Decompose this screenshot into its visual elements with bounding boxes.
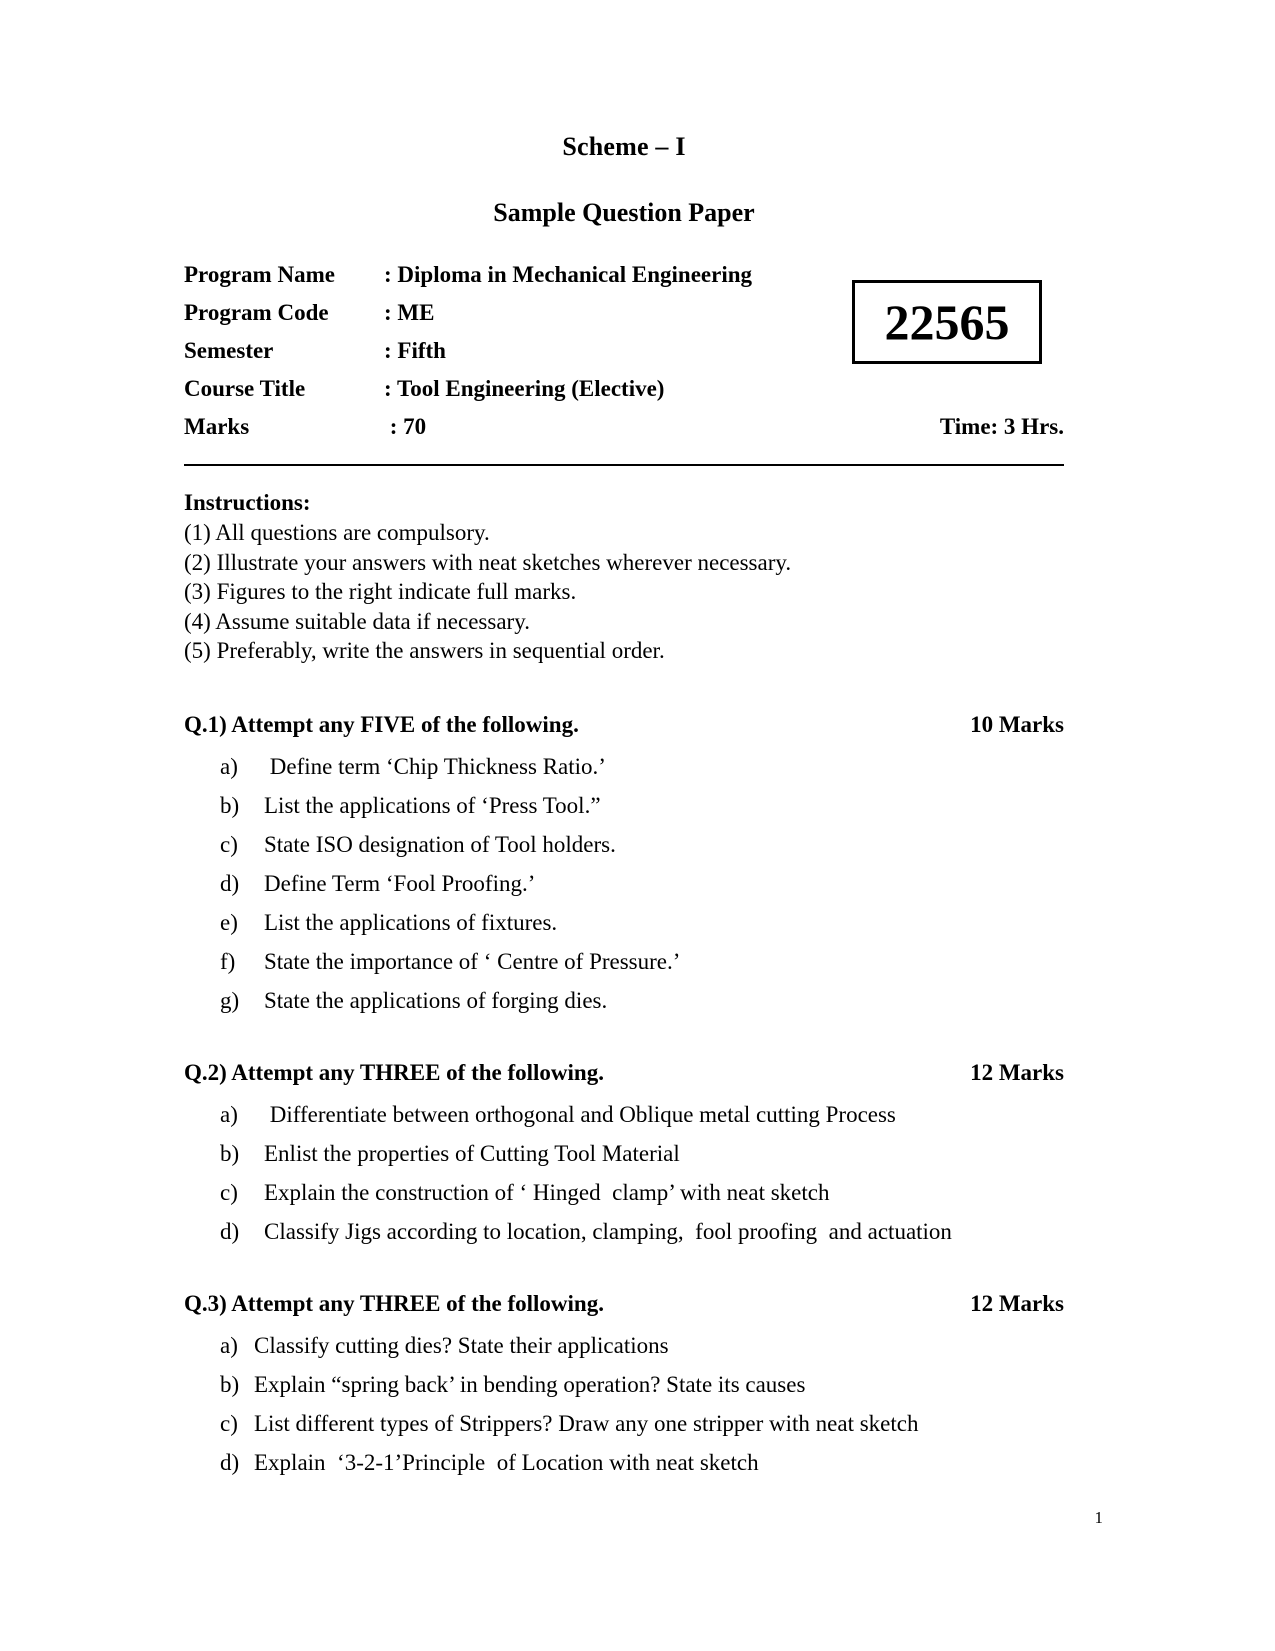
item-text: Classify cutting dies? State their applications xyxy=(254,1332,669,1358)
item-letter: c) xyxy=(220,831,238,857)
item-text: List different types of Strippers? Draw any one stripper with neat sketch xyxy=(254,1410,919,1436)
instruction-item: (3) Figures to the right indicate full marks. xyxy=(184,579,577,604)
instruction-item: (1) All questions are compulsory. xyxy=(184,520,490,545)
item-letter: a) xyxy=(220,1332,238,1358)
item-text: Define Term ‘Fool Proofing.’ xyxy=(264,870,536,896)
question-3-item-d xyxy=(184,1450,1064,1476)
item-letter: d) xyxy=(220,870,240,896)
question-2-item-c xyxy=(184,1180,1064,1206)
meta-label-semester: Semester xyxy=(184,338,274,363)
question-1-item-g xyxy=(184,988,1064,1014)
item-letter: a) xyxy=(220,1101,238,1127)
instruction-item: (4) Assume suitable data if necessary. xyxy=(184,608,530,634)
item-letter: b) xyxy=(220,1140,240,1166)
item-letter: b) xyxy=(220,1371,240,1397)
question-1-item-d xyxy=(184,871,1064,897)
meta-value-semester: : Fifth xyxy=(384,338,446,363)
item-text: Enlist the properties of Cutting Tool Material xyxy=(264,1140,680,1166)
item-letter: c) xyxy=(220,1179,238,1205)
question-1-header xyxy=(184,710,1064,740)
item-letter: b) xyxy=(220,792,240,818)
question-2-items xyxy=(184,1102,1064,1245)
item-letter: d) xyxy=(220,1449,240,1475)
course-code-value: 22565 xyxy=(884,294,1010,350)
item-text: Define term ‘Chip Thickness Ratio.’ xyxy=(264,753,606,779)
meta-value-program-name: : Diploma in Mechanical Engineering xyxy=(384,262,752,287)
item-text: Differentiate between orthogonal and Oblique metal cutting Process xyxy=(264,1101,896,1127)
meta-label-course-title: Course Title xyxy=(184,376,306,401)
question-block-3 xyxy=(184,1289,1064,1476)
question-2-item-b xyxy=(184,1141,1064,1167)
item-text: State the applications of forging dies. xyxy=(264,987,608,1013)
meta-row-course-title xyxy=(184,370,1064,408)
meta-value-program-code: : ME xyxy=(384,300,435,325)
question-block-2 xyxy=(184,1058,1064,1245)
question-1-item-f xyxy=(184,949,1064,975)
question-3-items xyxy=(184,1333,1064,1476)
meta-label-program-name: Program Name xyxy=(184,262,335,287)
question-3-marks: 12 Marks xyxy=(970,1290,1064,1316)
question-1-heading-text: Q.1) Attempt any FIVE of the following. xyxy=(184,711,579,737)
page-content xyxy=(184,0,1064,1489)
meta-label-program-code: Program Code xyxy=(184,300,329,325)
question-block-1 xyxy=(184,710,1064,1014)
question-1-item-a xyxy=(184,754,1064,780)
item-text: Explain the construction of ‘ Hinged clamp’ with neat sketch xyxy=(264,1179,830,1205)
course-code-box xyxy=(852,280,1042,364)
question-1-item-b xyxy=(184,793,1064,819)
exam-duration: Time: 3 Hrs. xyxy=(939,414,1064,439)
question-2-heading-text: Q.2) Attempt any THREE of the following. xyxy=(184,1059,604,1085)
item-text: State the importance of ‘ Centre of Pressure.’ xyxy=(264,948,681,974)
instruction-item: (2) Illustrate your answers with neat sketches wherever necessary. xyxy=(184,549,792,575)
item-text: State ISO designation of Tool holders. xyxy=(264,831,616,857)
instruction-item: (5) Preferably, write the answers in sequential order. xyxy=(184,638,665,663)
item-text: Explain ‘3-2-1’Principle of Location with neat sketch xyxy=(254,1449,759,1475)
item-text: List the applications of ‘Press Tool.” xyxy=(264,792,601,818)
header-divider xyxy=(184,464,1064,466)
question-1-marks: 10 Marks xyxy=(970,711,1064,737)
course-meta-block xyxy=(184,256,1064,446)
item-letter: d) xyxy=(220,1218,240,1244)
question-1-item-e xyxy=(184,910,1064,936)
meta-value-marks: : 70 xyxy=(384,414,427,439)
question-3-item-a xyxy=(184,1333,1064,1359)
item-letter: g) xyxy=(220,987,240,1013)
item-letter: f) xyxy=(220,948,236,974)
question-2-item-a xyxy=(184,1102,1064,1128)
item-letter: e) xyxy=(220,909,238,935)
question-2-header xyxy=(184,1058,1064,1088)
question-3-header xyxy=(184,1289,1064,1319)
meta-value-course-title: : Tool Engineering (Elective) xyxy=(384,376,665,401)
page-number: 1 xyxy=(1094,1508,1103,1527)
meta-label-marks: Marks xyxy=(184,414,250,439)
instructions-section xyxy=(184,488,1064,666)
paper-subtitle: Sample Question Paper xyxy=(493,198,755,227)
item-letter: c) xyxy=(220,1410,238,1436)
item-text: Explain “spring back’ in bending operation? State its causes xyxy=(254,1371,806,1397)
item-text: Classify Jigs according to location, clamping, fool proofing and actuation xyxy=(264,1218,952,1244)
item-text: List the applications of fixtures. xyxy=(264,909,558,935)
question-2-item-d xyxy=(184,1219,1064,1245)
question-1-items xyxy=(184,754,1064,1014)
meta-row-marks xyxy=(184,408,1064,446)
question-1-item-c xyxy=(184,832,1064,858)
question-3-item-b xyxy=(184,1372,1064,1398)
question-3-heading-text: Q.3) Attempt any THREE of the following. xyxy=(184,1290,604,1316)
scheme-title: Scheme – I xyxy=(562,132,686,161)
instructions-heading: Instructions: xyxy=(184,490,311,515)
question-3-item-c xyxy=(184,1411,1064,1437)
item-letter: a) xyxy=(220,753,238,779)
question-2-marks: 12 Marks xyxy=(970,1059,1064,1085)
